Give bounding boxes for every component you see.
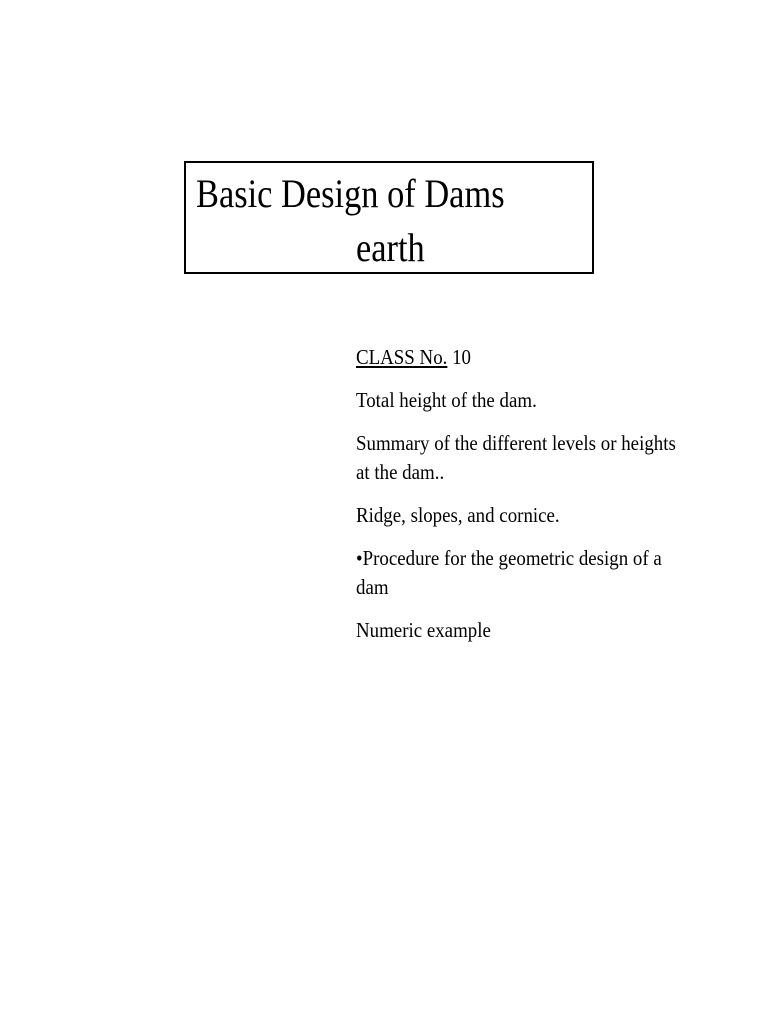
outline-item-total-height: Total height of the dam. [356, 388, 537, 412]
outline-item-levels-summary: Summary of the different levels or heights at the dam.. [356, 431, 676, 484]
class-label: CLASS No. [356, 345, 448, 369]
outline-item-ridge-slopes: Ridge, slopes, and cornice. [356, 503, 560, 527]
outline-item-numeric-example: Numeric example [356, 618, 491, 642]
class-number: 10 [447, 345, 472, 369]
outline-list [356, 343, 756, 659]
title-box [184, 161, 594, 274]
title-line-2: earth [356, 225, 425, 270]
class-heading [356, 343, 716, 372]
title-line-1: Basic Design of Dams [196, 171, 505, 216]
outline-item-procedure: •Procedure for the geometric design of a dam [356, 546, 662, 599]
